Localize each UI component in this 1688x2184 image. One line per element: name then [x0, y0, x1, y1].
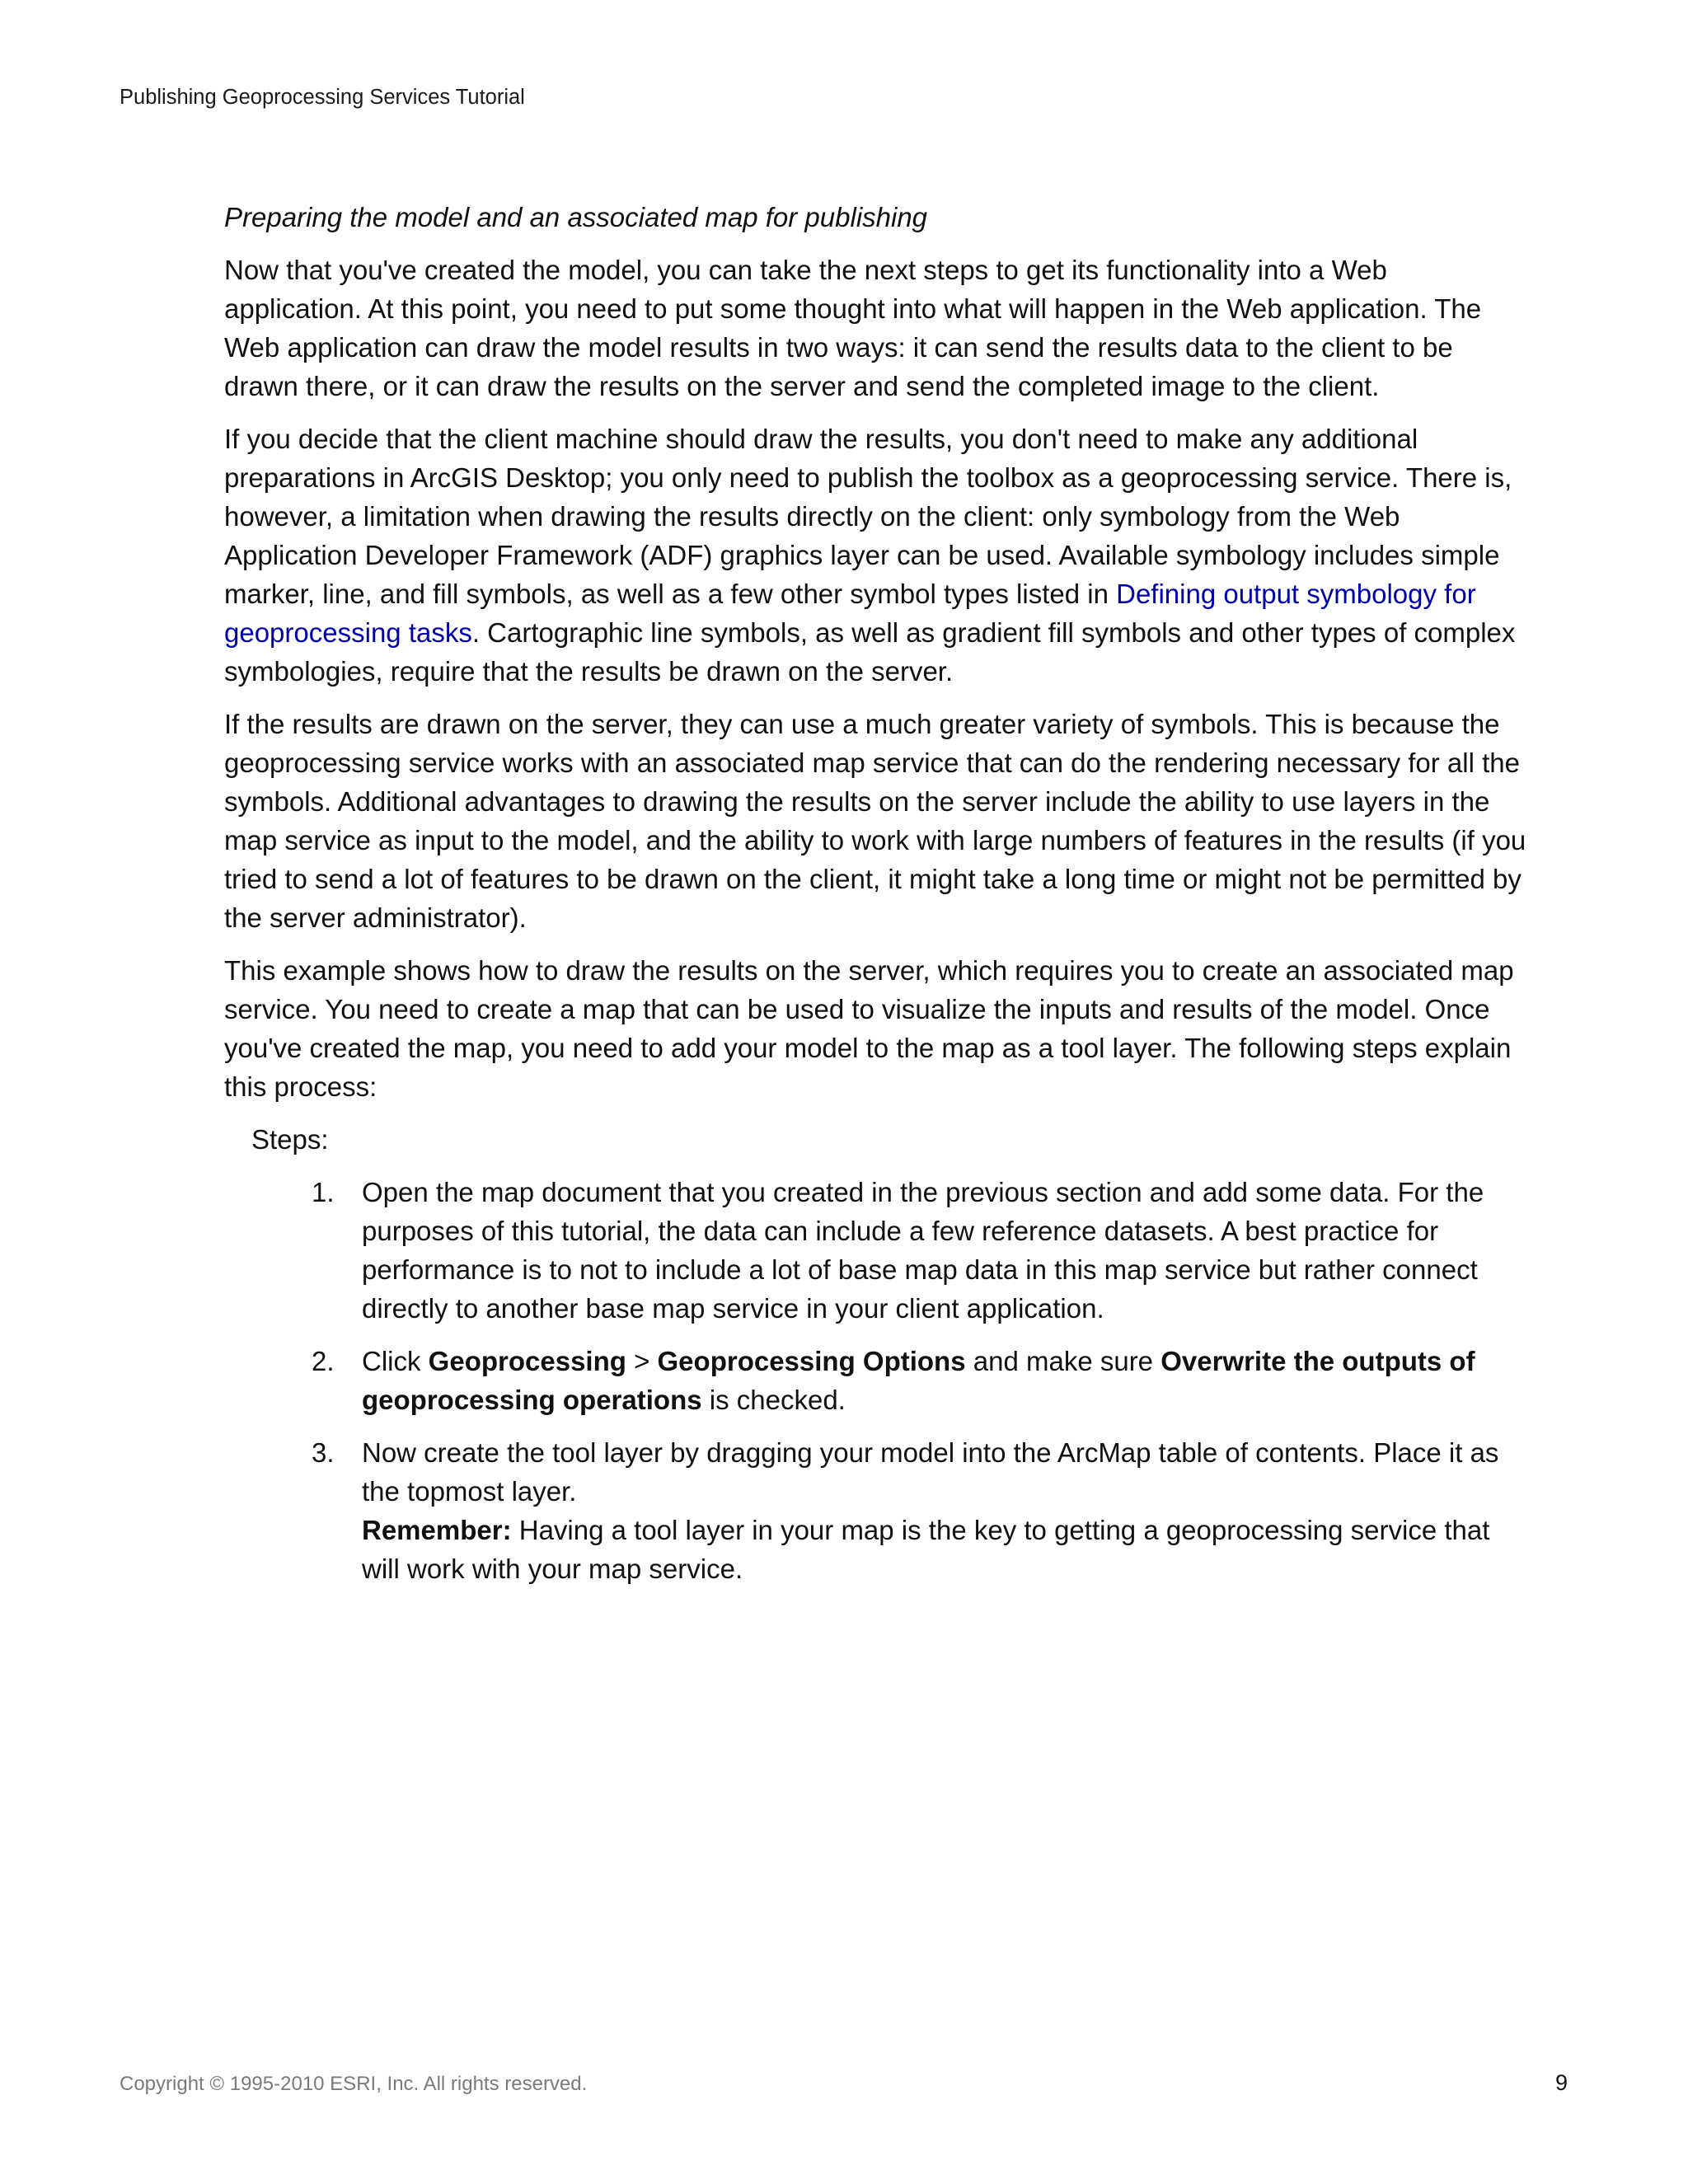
symbology-link[interactable]: Defining output symbology for geoprocessing tasks — [224, 579, 1476, 648]
page-number: 9 — [1555, 2070, 1568, 2095]
step-item — [224, 1342, 1526, 1419]
step-text: Open the map document that you created in the previous section and add some data. For the purposes of this tutorial, the data can include a few reference datasets. A best practice for performance is to not to include a lot of base map data in this map service but rather connect directly to another base map service in your client application. — [362, 1177, 1484, 1324]
step-number: 2. — [312, 1346, 335, 1376]
paragraph-intro: Now that you've created the model, you can take the next steps to get its functionality into a Web application. At this point, you need to put some thought into what will happen in the Web application. The Web application can draw the model results in two ways: it can send the results data to the client to be drawn there, or it can draw the results on the server and send the completed image to the client. — [224, 255, 1482, 401]
copyright-notice: Copyright © 1995-2010 ESRI, Inc. All rights reserved. — [120, 2073, 588, 2095]
paragraph-text: If you decide that the client machine should draw the results, you don't need to make any additional preparations in ArcGIS Desktop; you only need to publish the toolbox as a geoprocessing service. There is, however, a limitation when drawing the results directly on the client: only symbology from the Web Application Developer Framework (ADF) graphics layer can be used. Available symbology includes simple marker, line, and fill symbols, as well as a few other symbol types listed in — [224, 424, 1512, 609]
menu-geoprocessing-options: Geoprocessing Options — [657, 1346, 966, 1376]
step-number: 3. — [312, 1437, 335, 1468]
step-text-part: Click — [362, 1346, 429, 1376]
main-content — [224, 201, 1526, 1602]
step-text — [362, 1437, 1498, 1584]
step-item — [224, 1433, 1526, 1588]
running-header: Publishing Geoprocessing Services Tutorial — [120, 86, 525, 109]
remember-text: Having a tool layer in your map is the key to getting a geoprocessing service that will work with your map service. — [362, 1515, 1490, 1584]
steps-label: Steps: — [251, 1124, 329, 1155]
section-subtitle: Preparing the model and an associated map for publishing — [224, 202, 928, 232]
step-number: 1. — [312, 1177, 335, 1207]
paragraph-server-drawing: If the results are drawn on the server, they can use a much greater variety of symbols. This is because the geoprocessing service works with an associated map service that can do the rendering necessary for all the symbols. Additional advantages to drawing the results on the server include the ability to use layers in the map service as input to the model, and the ability to work with large numbers of features in the results (if you tried to send a lot of features to be drawn on the client, it might take a long time or might not be permitted by the server administrator). — [224, 709, 1526, 933]
step-text-part: and make sure — [965, 1346, 1161, 1376]
step-text — [362, 1346, 1475, 1415]
step-text-part: is checked. — [701, 1385, 846, 1415]
option-overwrite-outputs: Overwrite the outputs of geoprocessing operations — [362, 1346, 1475, 1415]
remember-label: Remember: — [362, 1515, 512, 1545]
paragraph-client-drawing — [224, 419, 1526, 691]
step-text-part: Now create the tool layer by dragging your model into the ArcMap table of contents. Place it as the topmost layer. — [362, 1437, 1499, 1507]
menu-geoprocessing: Geoprocessing — [428, 1346, 626, 1376]
step-item — [224, 1173, 1526, 1328]
step-text-part: > — [626, 1346, 658, 1376]
paragraph-text: . Cartographic line symbols, as well as gradient fill symbols and other types of complex symbologies, require that the results be drawn on the server. — [224, 617, 1516, 687]
paragraph-example: This example shows how to draw the results on the server, which requires you to create an associated map service. You need to create a map that can be used to visualize the inputs and results of the model. Once you've created the map, you need to add your model to the map as a tool layer. The following steps explain this process: — [224, 955, 1514, 1102]
